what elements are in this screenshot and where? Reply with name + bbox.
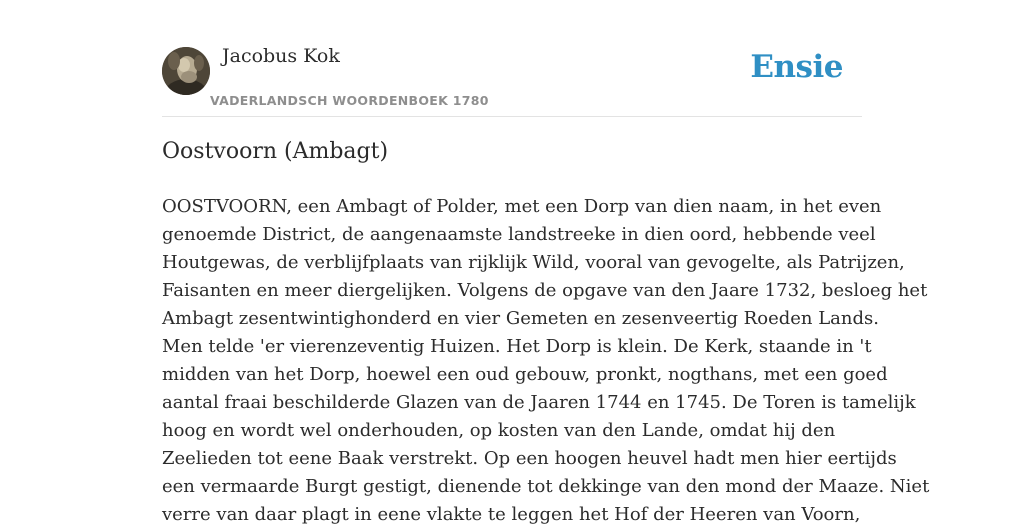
body-line: hoog en wordt wel onderhouden, op kosten van den Lande, omdat hij den xyxy=(162,420,836,441)
body-line: een vermaarde Burgt gestigt, dienende tot dekkinge van den mond der Maaze. Niet xyxy=(162,476,930,497)
brand-logo[interactable]: Ensie xyxy=(750,49,843,85)
body-line: Men telde 'er vierenzeventig Huizen. Het Dorp is klein. De Kerk, staande in 't xyxy=(162,336,872,357)
body-line: Houtgewas, de verblijfplaats van rijklijk Wild, vooral van gevogelte, als Patrijzen, xyxy=(162,252,905,273)
body-line: Faisanten en meer diergelijken. Volgens de opgave van den Jaare 1732, besloeg het xyxy=(162,280,928,301)
header xyxy=(162,0,862,117)
article-body xyxy=(162,193,930,529)
author-name[interactable]: Jacobus Kok xyxy=(222,45,340,67)
body-line: OOSTVOORN, een Ambagt of Polder, met een Dorp van dien naam, in het even xyxy=(162,196,882,217)
author-avatar[interactable] xyxy=(162,47,210,95)
source-label[interactable]: VADERLANDSCH WOORDENBOEK 1780 xyxy=(210,93,489,108)
body-line: Zeelieden tot eene Baak verstrekt. Op een hoogen heuvel hadt men hier eertijds xyxy=(162,448,897,469)
body-line: genoemde District, de aangenaamste landstreeke in dien oord, hebbende veel xyxy=(162,224,876,245)
body-line: midden van het Dorp, hoewel een oud gebouw, pronkt, nogthans, met een goed xyxy=(162,364,888,385)
article-title: Oostvoorn (Ambagt) xyxy=(162,139,389,164)
page xyxy=(162,0,930,525)
body-line: aantal fraai beschilderde Glazen van de Jaaren 1744 en 1745. De Toren is tamelijk xyxy=(162,392,916,413)
body-line: Ambagt zesentwintighonderd en vier Gemeten en zesenveertig Roeden Lands. xyxy=(162,308,879,329)
body-line: verre van daar plagt in eene vlakte te leggen het Hof der Heeren van Voorn, xyxy=(162,504,861,525)
author-portrait-icon xyxy=(162,47,210,95)
